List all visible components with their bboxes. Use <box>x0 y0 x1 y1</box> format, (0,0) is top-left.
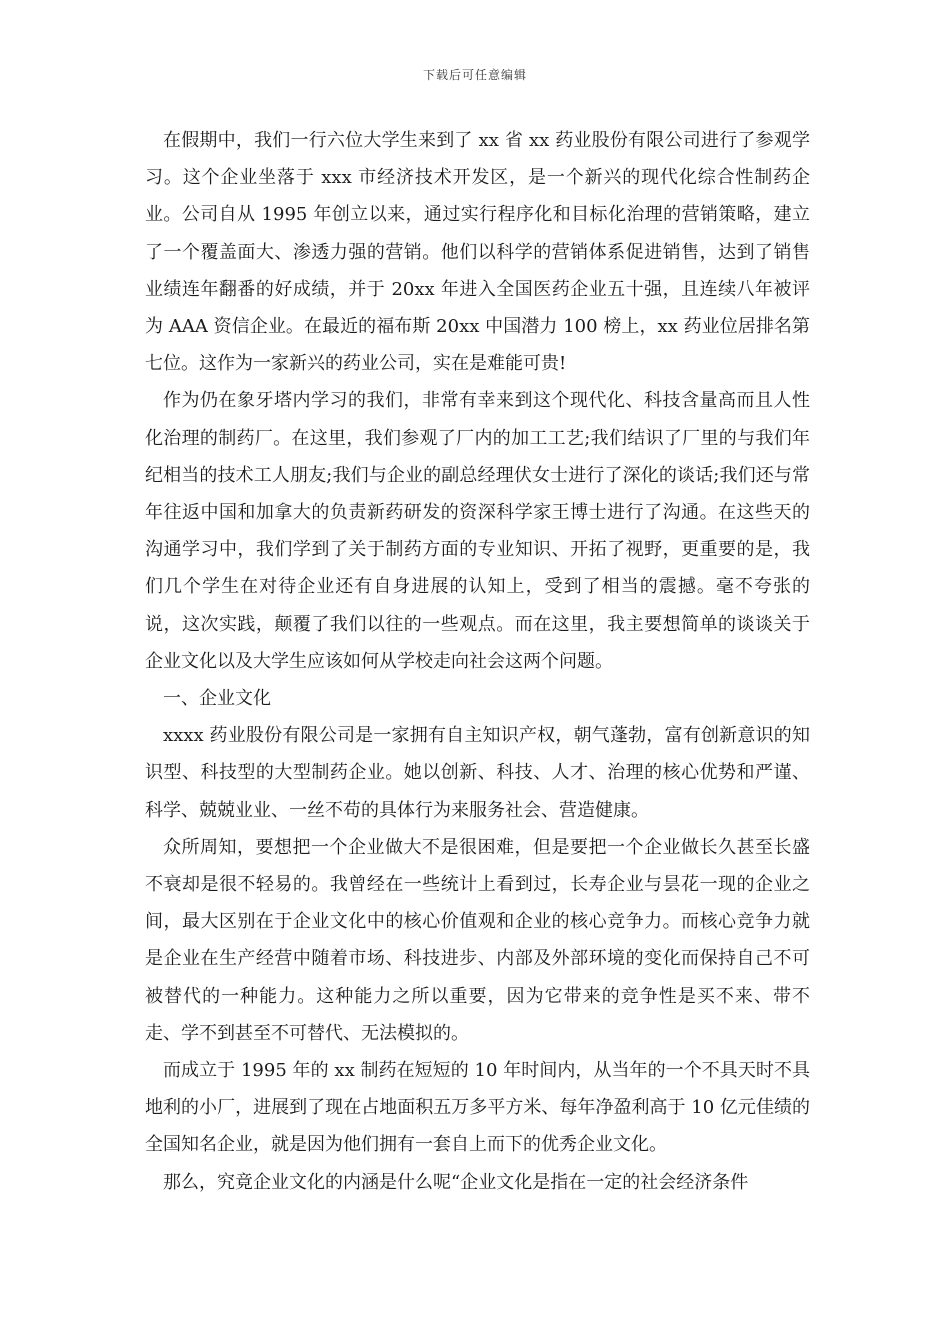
paragraph-company-growth: 而成立于 1995 年的 xx 制药在短短的 10 年时间内，从当年的一个不具天时不具地利的小厂，进展到了现在占地面积五万多平方米、每年净盈利高于 10 亿元佳绩的全国知名企业，就是因为他们拥有一套自上而下的优秀企业文化。 <box>145 1060 810 1156</box>
header-note: 下载后可任意编辑 <box>422 68 527 82</box>
paragraph-core-competence: 众所周知，要想把一个企业做大不是很困难，但是要把一个企业做长久甚至长盛不衰却是很不轻易的。我曾经在一些统计上看到过，长寿企业与昙花一现的企业之间，最大区别在于企业文化中的核心价值观和企业的核心竞争力。而核心竞争力就是企业在生产经营中随着市场、科技进步、内部及外部环境的变化而保持自己不可被替代的一种能力。这种能力之所以重要，因为它带来的竞争性是买不来、带不走、学不到甚至不可替代、无法模拟的。 <box>145 836 810 1044</box>
section-heading-corporate-culture: 一、企业文化 <box>163 688 271 710</box>
paragraph-culture-definition: 那么，究竟企业文化的内涵是什么呢“企业文化是指在一定的社会经济条件 <box>163 1171 749 1193</box>
document-body <box>145 122 810 1201</box>
paragraph-company-profile: xxxx 药业股份有限公司是一家拥有自主知识产权，朝气蓬勃，富有创新意识的知识型、科技型的大型制药企业。她以创新、科技、人才、治理的核心优势和严谨、科学、兢兢业业、一丝不苟的具体行为来服务社会、营造健康。 <box>145 725 810 821</box>
paragraph-visit: 作为仍在象牙塔内学习的我们，非常有幸来到这个现代化、科技含量高而且人性化治理的制药厂。在这里，我们参观了厂内的加工工艺;我们结识了厂里的与我们年纪相当的技术工人朋友;我们与企业的副总经理伏女士进行了深化的谈话;我们还与常年往返中国和加拿大的负责新药研发的资深科学家王博士进行了沟通。在这些天的沟通学习中，我们学到了关于制药方面的专业知识、开拓了视野，更重要的是，我们几个学生在对待企业还有自身进展的认知上，受到了相当的震撼。毫不夸张的说，这次实践，颠覆了我们以往的一些观点。而在这里，我主要想简单的谈谈关于企业文化以及大学生应该如何从学校走向社会这两个问题。 <box>145 390 810 672</box>
paragraph-intro: 在假期中，我们一行六位大学生来到了 xx 省 xx 药业股份有限公司进行了参观学习。这个企业坐落于 xxx 市经济技术开发区，是一个新兴的现代化综合性制药企业。公司自从 1995 年创立以来，通过实行程序化和目标化治理的营销策略，建立了一个覆盖面大、渗透力强的营销。他们以科学的营销体系促进销售，达到了销售业绩连年翻番的好成绩，并于 20xx 年进入全国医药企业五十强，且连续八年被评为 AAA 资信企业。在最近的福布斯 20xx 中国潜力 100 榜上，xx 药业位居排名第七位。这作为一家新兴的药业公司，实在是难能可贵! <box>145 130 810 375</box>
